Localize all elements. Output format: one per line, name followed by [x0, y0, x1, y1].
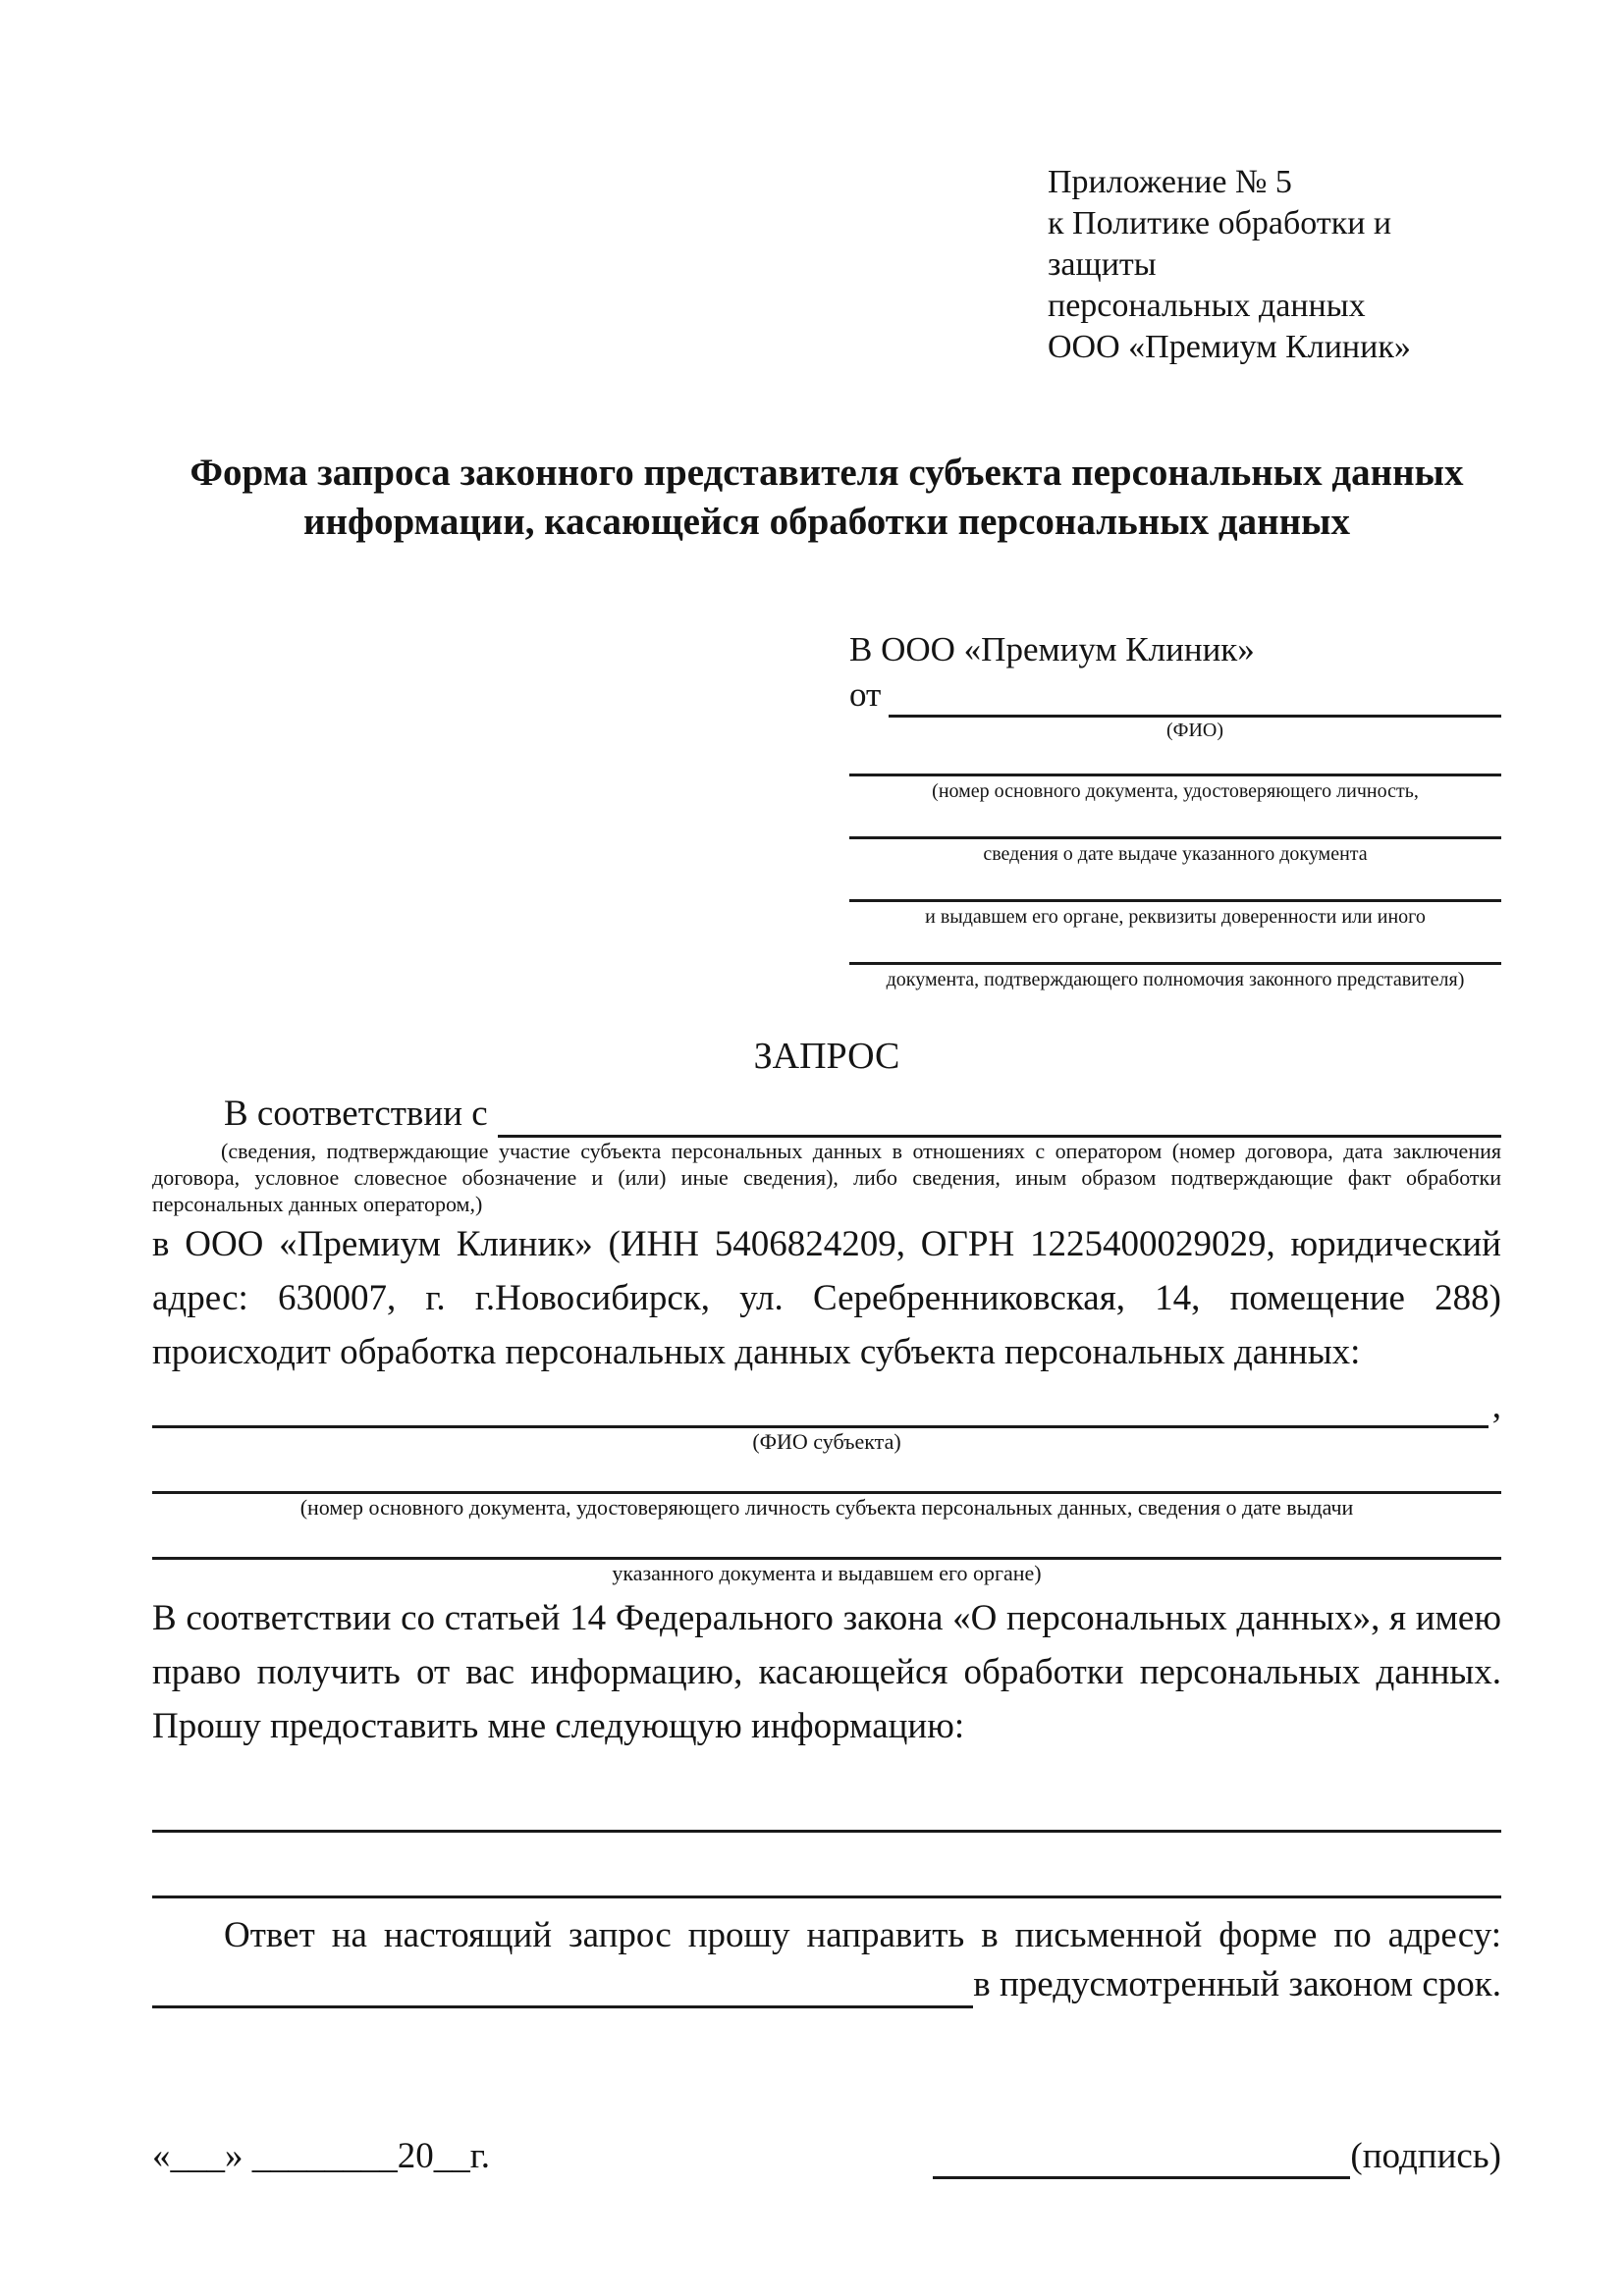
subject-fio-field: [152, 1385, 1501, 1428]
fio-caption: (ФИО): [1165, 720, 1223, 741]
info-blank-line-1: [152, 1794, 1501, 1833]
appendix-line-1: Приложение № 5: [1048, 164, 1292, 200]
addressee-block: [849, 627, 1501, 992]
addressee-to: В ООО «Премиум Клиник»: [849, 630, 1255, 668]
field-caption-3: и выдавшем его органе, реквизиты доверенности или иного: [925, 906, 1426, 928]
basis-fill-line: [498, 1094, 1501, 1138]
blank-field-line-2: [849, 806, 1501, 839]
subject-doc-line-2: [152, 1522, 1501, 1560]
request-heading: ЗАПРОС: [753, 1036, 900, 1077]
info-blank-line-2: [152, 1860, 1501, 1898]
field-caption-2: сведения о дате выдаче указанного документа: [983, 843, 1368, 865]
from-fill-line: [889, 675, 1501, 718]
representative-doc-field-4: [849, 932, 1501, 992]
blank-field-line-4: [849, 932, 1501, 965]
signature-caption: (подпись): [1350, 2136, 1501, 2176]
from-label: от: [849, 675, 882, 714]
reply-suffix: в предусмотренный законом срок.: [973, 1964, 1501, 2004]
field-caption-1: (номер основного документа, удостоверяющего личность,: [932, 780, 1419, 802]
field-caption-4: документа, подтверждающего полномочия законного представителя): [886, 969, 1465, 990]
subject-fio-line: [152, 1388, 1489, 1428]
document-title: Форма запроса законного представителя субъекта персональных данных информации, касающейся обработки персональных данных: [189, 452, 1464, 543]
basis-caption: (сведения, подтверждающие участие субъекта персональных данных в отношениях с оператором (номер договора, дата заключения договора, условное словесное обозначение и (или) иные сведения), либо сведения, иным образом подтверждающие факт обработки персональных данных оператором,): [152, 1139, 1501, 1216]
appendix-note: [1048, 162, 1501, 368]
appendix-line-4: ООО «Премиум Клиник»: [1048, 329, 1411, 365]
date-field: «___» ________20__г.: [152, 2136, 491, 2176]
from-field: [849, 672, 1501, 718]
subject-doc-caption-2: указанного документа и выдавшем его органе): [612, 1561, 1042, 1585]
signature-field: [933, 2134, 1501, 2179]
blank-field-line-3: [849, 869, 1501, 902]
appendix-line-3: персональных данных: [1048, 288, 1366, 324]
appendix-line-2: к Политике обработки и защиты: [1048, 205, 1392, 283]
blank-field-line-1: [849, 743, 1501, 776]
reply-address-field: [152, 1961, 1501, 2008]
basis-label: В соответствии с: [224, 1094, 488, 1134]
representative-doc-field-1: [849, 743, 1501, 804]
signature-row: [152, 2134, 1501, 2179]
reply-address-line: [152, 1966, 973, 2008]
reply-paragraph: Ответ на настоящий запрос прошу направить в письменной форме по адресу:: [224, 1915, 1501, 1955]
operator-paragraph: в ООО «Премиум Клиник» (ИНН 5406824209, ОГРН 1225400029029, юридический адрес: 630007, г. г.Новосибирск, ул. Серебренниковская, 14, помещение 288) происходит обработка персональных данных субъекта персональных данных:: [152, 1224, 1501, 1372]
representative-doc-field-2: [849, 806, 1501, 867]
law-paragraph: В соответствии со статьей 14 Федерального закона «О персональных данных», я имею право получить от вас информацию, касающейся обработки персональных данных. Прошу предоставить мне следующую информацию:: [152, 1598, 1501, 1746]
subject-doc-line-1: [152, 1456, 1501, 1494]
subject-doc-caption-1: (номер основного документа, удостоверяющего личность субъекта персональных данных, сведения о дате выдачи: [299, 1495, 1354, 1520]
subject-fio-caption: (ФИО субъекта): [752, 1429, 901, 1454]
signature-line: [933, 2137, 1350, 2179]
representative-doc-field-3: [849, 869, 1501, 930]
basis-field: [152, 1091, 1501, 1138]
subject-fio-comma: ,: [1491, 1386, 1501, 1426]
